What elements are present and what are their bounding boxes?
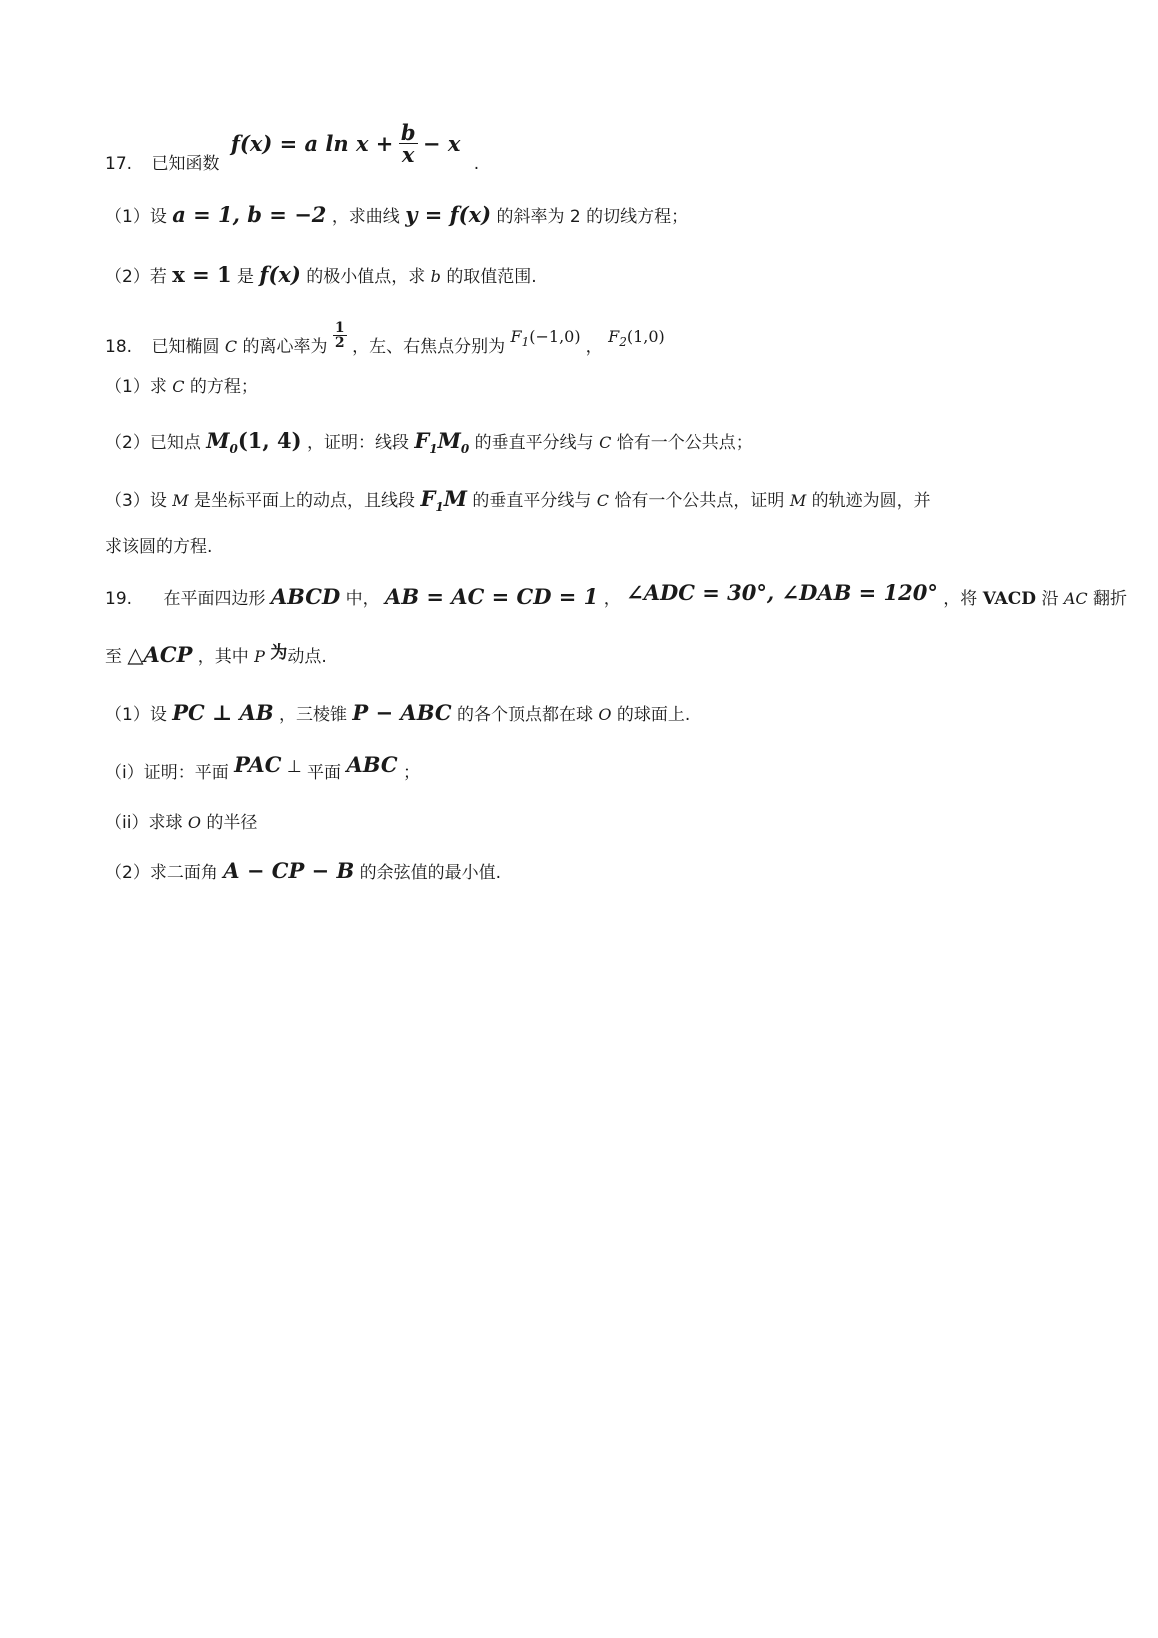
- question-number: 18.: [105, 337, 133, 357]
- q19-part1: （1）设 PC ⊥ AB ，三棱锥 P − ABC 的各个顶点都在球 O 的球面上.: [105, 700, 691, 725]
- q18-stem: 18. 已知椭圆 C 的离心率为 $\frac{1}{2}$ ，左、右焦点分别为 $F_1(-1,0)$ ， $F_2(1,0)$: [105, 319, 665, 357]
- q19-part-ii: （ii）求球 O 的半径: [105, 813, 258, 833]
- condition-ab: a = 1, b = −2: [172, 202, 327, 227]
- triangle-acd: VACD: [982, 589, 1037, 609]
- focus-f2: $F_2(1,0)$: [608, 327, 665, 350]
- q19-stem-cont: 至 △ACP ，其中 P 为动点.: [105, 642, 327, 667]
- q19-part-i: （i）证明：平面 PAC ⊥ 平面 ABC ；: [105, 752, 421, 783]
- q17-stem: 17. 已知函数 f(x) = a ln x + $\frac{b}{x}$ − x .: [105, 120, 480, 174]
- equal-lengths: AB = AC = CD = 1: [385, 584, 599, 609]
- focus-f1: $F_1(-1,0)$: [510, 327, 581, 350]
- segment-f1m: $F_1M$: [420, 486, 467, 515]
- dihedral-angle: A − CP − B: [223, 858, 355, 883]
- fraction-b-over-x: $\frac{b}{x}$: [400, 120, 416, 167]
- question-number: 19.: [105, 589, 133, 609]
- pyramid: P − ABC: [352, 700, 452, 725]
- perpendicular-condition: PC ⊥ AB: [172, 700, 274, 725]
- q17-part2: （2）若 x = 1 是 f(x) 的极小值点，求 b 的取值范围.: [105, 262, 537, 287]
- q17-part1: （1）设 a = 1, b = −2 ，求曲线 y = f(x) 的斜率为 2 的切线方程；: [105, 202, 689, 227]
- q18-part1: （1）求 C 的方程；: [105, 377, 258, 397]
- point-m0: $M_0(1$, 4): [206, 428, 302, 457]
- eccentricity-fraction: $\frac{1}{2}$: [334, 319, 345, 351]
- q19-stem: 19. 在平面四边形 ABCD 中， AB = AC = CD = 1 ， ∠ADC = 30°, ∠DAB = 120° ，将 VACD 沿 AC 翻折: [105, 580, 1128, 609]
- condition-x: x = 1: [172, 262, 232, 287]
- curve-expr: y = f(x): [405, 202, 492, 227]
- q18-part2: （2）已知点 $M_0(1$, 4) ，证明：线段 $F_1M_0$ 的垂直平分线与 C 恰有一个公共点；: [105, 428, 753, 457]
- q18-part3-cont: 求该圆的方程.: [105, 537, 213, 557]
- angle-conditions: ∠ADC = 30°, ∠DAB = 120°: [626, 580, 938, 605]
- question-number: 17.: [105, 153, 133, 174]
- q18-part3: （3）设 M 是坐标平面上的动点，且线段 $F_1M$ 的垂直平分线与 C 恰有一个公共点，证明 M 的轨迹为圆，并: [105, 486, 931, 515]
- q19-part2: （2）求二面角 A − CP − B 的余弦值的最小值.: [105, 858, 502, 883]
- triangle-acp: △ACP: [127, 642, 193, 667]
- function-definition: f(x) = a ln x +: [230, 130, 394, 156]
- segment-f1m0: $F_1M_0$: [414, 428, 470, 457]
